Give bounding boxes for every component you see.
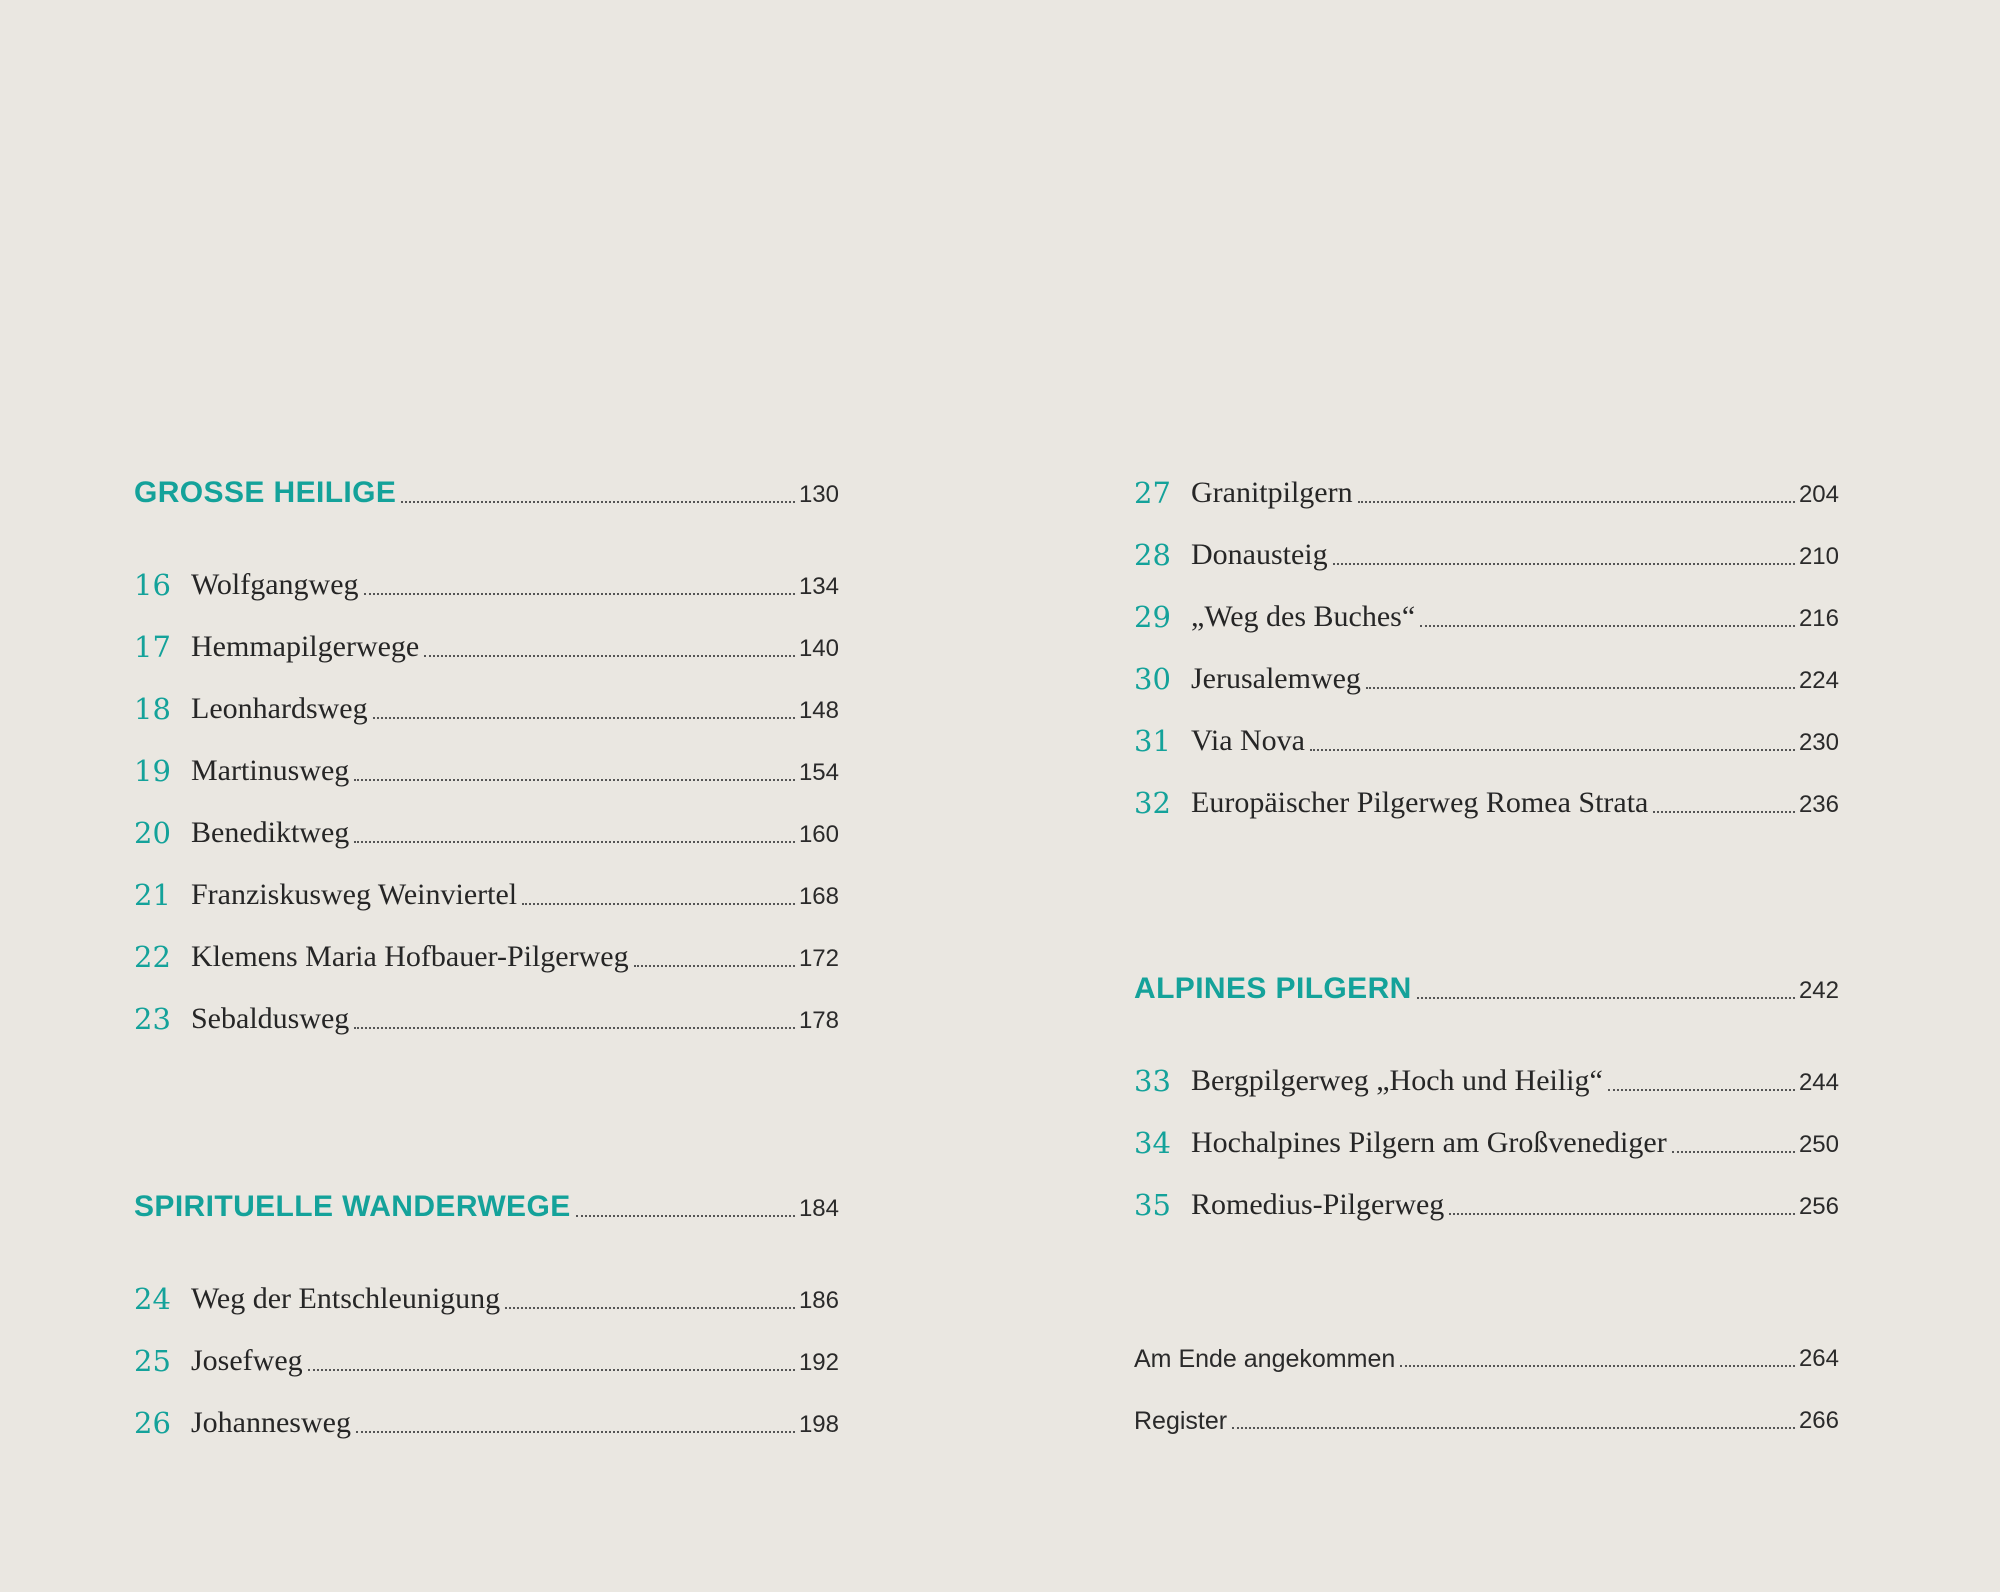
page-number: 224 <box>1798 667 1839 694</box>
entry-title: Granitpilgern <box>1191 476 1353 509</box>
dot-leader <box>1232 1427 1795 1429</box>
entry-title: Benediktweg <box>191 816 350 849</box>
page-number: 230 <box>1798 729 1839 756</box>
entry-number: 16 <box>134 568 171 602</box>
section-heading-title: GROSSE HEILIGE <box>134 476 397 509</box>
page-number: 168 <box>798 883 839 910</box>
toc-entry[interactable] <box>134 930 839 974</box>
entry-number: 29 <box>1134 600 1171 634</box>
entry-number: 23 <box>134 1002 171 1036</box>
entry-title: Josefweg <box>191 1344 303 1377</box>
page-number: 242 <box>1798 977 1839 1004</box>
toc-entry[interactable] <box>134 1396 839 1440</box>
dot-leader <box>505 1307 795 1309</box>
entry-title: Bergpilgerweg „Hoch und Heilig“ <box>1191 1064 1603 1097</box>
entry-number: 30 <box>1134 662 1171 696</box>
dot-leader <box>401 501 795 503</box>
entry-title: Am Ende angekommen <box>1134 1345 1396 1373</box>
entry-title: Weg der Entschleunigung <box>191 1282 501 1315</box>
page-number: 140 <box>798 635 839 662</box>
toc-entry[interactable] <box>134 620 839 664</box>
toc-entry[interactable] <box>134 1334 839 1378</box>
toc-entry[interactable] <box>134 868 839 912</box>
dot-leader <box>354 1027 795 1029</box>
dot-leader <box>308 1369 795 1371</box>
toc-entry[interactable] <box>134 806 839 850</box>
entry-title: „Weg des Buches“ <box>1191 600 1416 633</box>
entry-title: Hochalpines Pilgern am Großvenediger <box>1191 1126 1667 1159</box>
dot-leader <box>1449 1213 1795 1215</box>
entry-title: Europäischer Pilgerweg Romea Strata <box>1191 786 1649 819</box>
entry-number: 27 <box>1134 476 1171 510</box>
toc-entry[interactable] <box>1134 466 1839 510</box>
page-number: 198 <box>798 1411 839 1438</box>
entry-number: 17 <box>134 630 171 664</box>
dot-leader <box>1420 625 1795 627</box>
dot-leader <box>1358 501 1795 503</box>
page-number: 244 <box>1798 1069 1839 1096</box>
page-number: 130 <box>798 481 839 508</box>
page-number: 266 <box>1798 1407 1839 1434</box>
toc-entry[interactable] <box>134 1272 839 1316</box>
entry-title: Johannesweg <box>191 1406 351 1439</box>
toc-entry[interactable] <box>1134 528 1839 572</box>
page-number: 250 <box>1798 1131 1839 1158</box>
toc-entry[interactable] <box>1134 590 1839 634</box>
entry-title: Franziskusweg Weinviertel <box>191 878 518 911</box>
toc-entry[interactable] <box>134 744 839 788</box>
dot-leader <box>1653 811 1795 813</box>
page-number: 148 <box>798 697 839 724</box>
dot-leader <box>364 593 795 595</box>
page-number: 160 <box>798 821 839 848</box>
entry-number: 19 <box>134 754 171 788</box>
entry-number: 33 <box>1134 1064 1171 1098</box>
section-heading-title: ALPINES PILGERN <box>1134 972 1412 1005</box>
page-number: 216 <box>1798 605 1839 632</box>
entry-title: Martinusweg <box>191 754 350 787</box>
dot-leader <box>634 965 795 967</box>
toc-entry[interactable] <box>134 558 839 602</box>
dot-leader <box>1417 997 1795 999</box>
dot-leader <box>576 1215 795 1217</box>
entry-number: 31 <box>1134 724 1171 758</box>
entry-number: 24 <box>134 1282 171 1316</box>
dot-leader <box>1333 563 1795 565</box>
dot-leader <box>373 717 795 719</box>
section-heading-grosse-heilige[interactable] <box>134 466 839 510</box>
page-number: 172 <box>798 945 839 972</box>
page-number: 264 <box>1798 1345 1839 1372</box>
page-number: 184 <box>798 1195 839 1222</box>
entry-title: Register <box>1134 1407 1228 1435</box>
entry-title: Sebaldusweg <box>191 1002 350 1035</box>
page-number: 236 <box>1798 791 1839 818</box>
page-number: 204 <box>1798 481 1839 508</box>
toc-entry[interactable] <box>1134 776 1839 820</box>
entry-number: 34 <box>1134 1126 1171 1160</box>
page-number: 178 <box>798 1007 839 1034</box>
entry-number: 25 <box>134 1344 171 1378</box>
page-number: 134 <box>798 573 839 600</box>
dot-leader <box>354 779 795 781</box>
dot-leader <box>1310 749 1795 751</box>
entry-title: Romedius-Pilgerweg <box>1191 1188 1445 1221</box>
section-heading-title: SPIRITUELLE WANDERWEGE <box>134 1190 571 1223</box>
section-heading-alpines-pilgern[interactable] <box>1134 962 1839 1006</box>
dot-leader <box>354 841 795 843</box>
entry-title: Klemens Maria Hofbauer-Pilgerweg <box>191 940 629 973</box>
toc-entry[interactable] <box>134 682 839 726</box>
entry-number: 26 <box>134 1406 171 1440</box>
toc-entry[interactable] <box>1134 1054 1839 1098</box>
entry-number: 18 <box>134 692 171 726</box>
entry-number: 35 <box>1134 1188 1171 1222</box>
entry-title: Donausteig <box>1191 538 1328 571</box>
page-number: 154 <box>798 759 839 786</box>
entry-title: Via Nova <box>1191 724 1305 757</box>
entry-title: Leonhardsweg <box>191 692 368 725</box>
entry-number: 28 <box>1134 538 1171 572</box>
toc-entry[interactable] <box>1134 714 1839 758</box>
page-number: 256 <box>1798 1193 1839 1220</box>
entry-title: Jerusalemweg <box>1191 662 1361 695</box>
entry-number: 20 <box>134 816 171 850</box>
page-number: 192 <box>798 1349 839 1376</box>
dot-leader <box>356 1431 795 1433</box>
page-number: 186 <box>798 1287 839 1314</box>
dot-leader <box>1672 1151 1795 1153</box>
appendix-entry-register[interactable] <box>1134 1392 1839 1436</box>
dot-leader <box>522 903 795 905</box>
page-number: 210 <box>1798 543 1839 570</box>
toc-entry[interactable] <box>1134 652 1839 696</box>
toc-entry[interactable] <box>134 992 839 1036</box>
dot-leader <box>1400 1365 1795 1367</box>
toc-entry[interactable] <box>1134 1178 1839 1222</box>
dot-leader <box>1366 687 1795 689</box>
entry-number: 21 <box>134 878 171 912</box>
dot-leader <box>424 655 795 657</box>
entry-title: Hemmapilgerwege <box>191 630 420 663</box>
toc-entry[interactable] <box>1134 1116 1839 1160</box>
section-heading-spirituelle-wanderwege[interactable] <box>134 1180 839 1224</box>
entry-title: Wolfgangweg <box>191 568 359 601</box>
dot-leader <box>1608 1089 1795 1091</box>
appendix-entry-am-ende-angekommen[interactable] <box>1134 1330 1839 1374</box>
entry-number: 32 <box>1134 786 1171 820</box>
entry-number: 22 <box>134 940 171 974</box>
